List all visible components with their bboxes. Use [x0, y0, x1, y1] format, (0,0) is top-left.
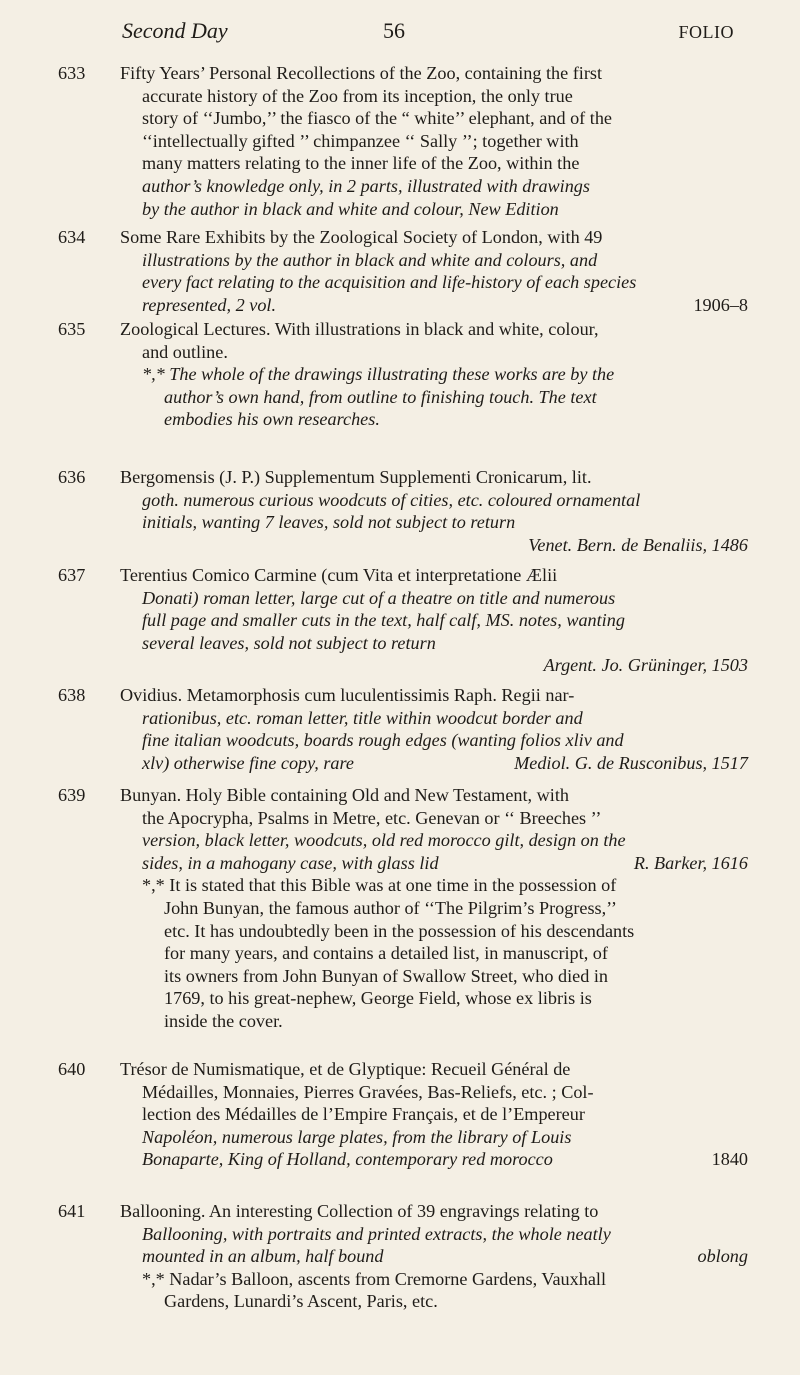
entry-line: Some Rare Exhibits by the Zoological Society of London, with 49 [120, 227, 603, 247]
entry-line: many matters relating to the inner life of the Zoo, within the [142, 153, 580, 174]
lot-number: 633 [58, 63, 86, 83]
entry-640 [58, 1058, 748, 1171]
entry-line: Ovidius. Metamorphosis cum luculentissimis Raph. Regii nar- [120, 685, 575, 705]
entry-641 [58, 1200, 748, 1313]
entry-line: sides, in a mahogany case, with glass lid [142, 852, 439, 873]
entry-line: lection des Médailles de l’Empire Français, et de l’Empereur [142, 1104, 585, 1125]
entry-line: Trésor de Numismatique, et de Glyptique: Recueil Général de [120, 1059, 571, 1079]
entry-date: 1840 [711, 1149, 748, 1170]
entry-line: the Apocrypha, Psalms in Metre, etc. Genevan or ‘‘ Breeches ’’ [142, 807, 602, 828]
lot-number: 637 [58, 565, 86, 585]
entry-line: Zoological Lectures. With illustrations in black and white, colour, [120, 319, 599, 339]
entry-note: inside the cover. [164, 1010, 283, 1031]
entry-line: Terentius Comico Carmine (cum Vita et interpretatione Ælii [120, 565, 558, 585]
entry-633 [58, 62, 748, 220]
entry-line: initials, wanting 7 leaves, sold not subject to return [142, 512, 516, 533]
lot-number: 636 [58, 467, 86, 487]
entry-imprint: Argent. Jo. Grüninger, 1503 [543, 655, 748, 676]
lot-number: 634 [58, 227, 86, 247]
entry-639 [58, 784, 748, 1033]
section-title: Second Day [122, 18, 228, 43]
entry-line: fine italian woodcuts, boards rough edges (wanting folios xliv and [142, 730, 624, 751]
entry-format: oblong [697, 1246, 748, 1267]
entry-line: story of ‘‘Jumbo,’’ the fiasco of the “ white’’ elephant, and of the [142, 108, 613, 129]
entry-line: Fifty Years’ Personal Recollections of the Zoo, containing the first [120, 63, 603, 83]
entry-line: and outline. [142, 341, 228, 362]
entry-note: *,* It is stated that this Bible was at one time in the possession of [142, 875, 617, 896]
entry-line: by the author in black and white and colour, New Edition [142, 198, 559, 219]
entry-line: ‘‘intellectually gifted ’’ chimpanzee ‘‘ Sally ’’; together with [142, 130, 579, 151]
entry-imprint: Mediol. G. de Rusconibus, 1517 [514, 752, 748, 773]
entry-635 [58, 318, 748, 431]
entry-note: for many years, and contains a detailed list, in manuscript, of [164, 943, 608, 964]
entry-line: Bergomensis (J. P.) Supplementum Supplementi Cronicarum, lit. [120, 467, 592, 487]
entry-line: mounted in an album, half bound [142, 1246, 384, 1267]
lot-number: 639 [58, 785, 86, 805]
page-header [122, 18, 734, 52]
entry-note: John Bunyan, the famous author of ‘‘The Pilgrim’s Progress,’’ [164, 897, 617, 918]
entry-line: accurate history of the Zoo from its inception, the only true [142, 85, 573, 106]
entry-638 [58, 684, 748, 774]
entry-line: Ballooning. An interesting Collection of 39 engravings relating to [120, 1201, 599, 1221]
entry-line: xlv) otherwise fine copy, rare [142, 752, 354, 773]
entry-note: author’s own hand, from outline to finishing touch. The text [164, 386, 597, 407]
entry-line: version, black letter, woodcuts, old red morocco gilt, design on the [142, 830, 626, 851]
entry-637 [58, 564, 748, 677]
entry-line: full page and smaller cuts in the text, half calf, MS. notes, wanting [142, 610, 625, 631]
entry-line: Médailles, Monnaies, Pierres Gravées, Bas-Reliefs, etc. ; Col- [142, 1081, 594, 1102]
entry-line: illustrations by the author in black and white and colours, and [142, 249, 598, 270]
entry-line: Bonaparte, King of Holland, contemporary red morocco [142, 1149, 553, 1170]
entry-line: several leaves, sold not subject to return [142, 632, 436, 653]
entry-note: 1769, to his great-nephew, George Field, whose ex libris is [164, 988, 592, 1009]
lot-number: 638 [58, 685, 86, 705]
entry-line: author’s knowledge only, in 2 parts, illustrated with drawings [142, 175, 590, 196]
entry-line: Bunyan. Holy Bible containing Old and New Testament, with [120, 785, 569, 805]
entry-note: etc. It has undoubtedly been in the possession of his descendants [164, 920, 635, 941]
lot-number: 641 [58, 1201, 86, 1221]
entry-date: 1906–8 [693, 294, 748, 315]
entry-note: embodies his own researches. [164, 409, 380, 430]
entry-note: *,* The whole of the drawings illustrating these works are by the [142, 364, 615, 385]
lot-number: 640 [58, 1059, 86, 1079]
entry-line: every fact relating to the acquisition and life-history of each species [142, 272, 637, 293]
entry-line: represented, 2 vol. [142, 294, 277, 315]
entry-note: *,* Nadar’s Balloon, ascents from Cremorne Gardens, Vauxhall [142, 1268, 607, 1289]
entry-line: goth. numerous curious woodcuts of cities, etc. coloured ornamental [142, 489, 641, 510]
entry-imprint: Venet. Bern. de Benaliis, 1486 [528, 534, 748, 555]
entry-note: Gardens, Lunardi’s Ascent, Paris, etc. [164, 1291, 438, 1312]
page-number: 56 [383, 18, 405, 43]
format-label: FOLIO [678, 22, 734, 42]
entry-line: Napoléon, numerous large plates, from the library of Louis [142, 1126, 572, 1147]
entry-line: Donati) roman letter, large cut of a theatre on title and numerous [142, 587, 616, 608]
entry-line: rationibus, etc. roman letter, title within woodcut border and [142, 707, 583, 728]
entry-line: Ballooning, with portraits and printed extracts, the whole neatly [142, 1223, 611, 1244]
lot-number: 635 [58, 319, 86, 339]
entry-636 [58, 466, 748, 556]
entry-634 [58, 226, 748, 316]
entry-note: its owners from John Bunyan of Swallow Street, who died in [164, 965, 609, 986]
entry-imprint: R. Barker, 1616 [633, 852, 748, 873]
